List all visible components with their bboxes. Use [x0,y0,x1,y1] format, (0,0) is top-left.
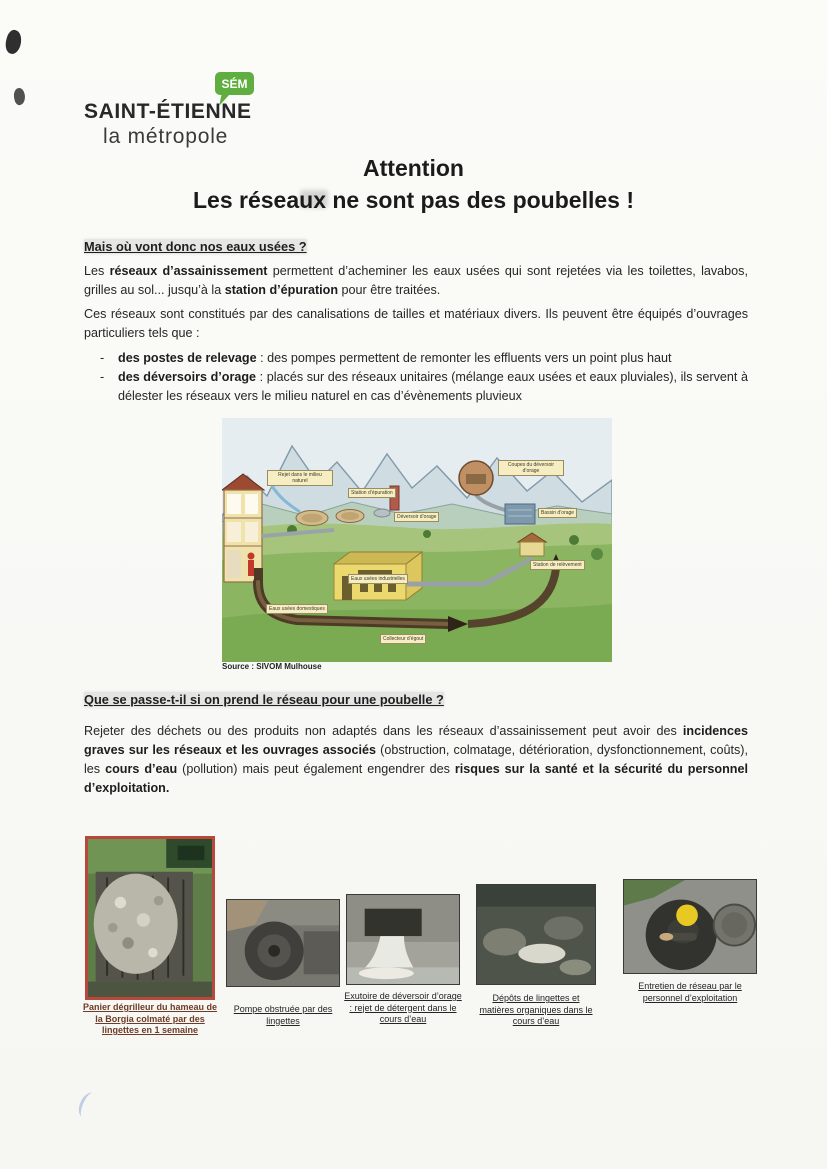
paragraph-1-text: pour être traitées. [338,283,441,297]
label-station-epuration: Station d’épuration [348,488,396,498]
bullet-bold: des déversoirs d’orage [118,370,257,384]
paragraph-2-text: Ces réseaux sont constitués par des canalisations de tailles et matériaux divers. Ils peuvent être équipés d’ouvrages particuliers tels que : [84,307,748,340]
sewage-network-illustration [222,418,612,662]
photo-depots-lingettes [476,884,596,985]
label-station-relevement: Station de relèvement [530,560,585,570]
paragraph-1-text: Les [84,264,110,278]
label-eaux-usees-domestiques: Eaux usées domestiques [266,604,328,614]
paragraph-1 [84,262,748,300]
logo-badge-text: SÉM [221,77,248,91]
caption-panier-degrilleur: Panier dégrilleur du hameau de la Borgia colmaté par des lingettes en 1 semaine [82,1002,218,1035]
label-rejet-milieu-naturel: Rejet dans le milieu naturel [267,470,333,486]
paragraph-1-text: permettent d’acheminer les eaux usées qui sont rejetées via les toilettes, lavabos, grilles au sol... jusqu’à la [84,264,748,297]
paragraph-3-bold: risques sur la santé et la sécurité du personnel d’exploitation. [84,762,748,795]
caption-exutoire-deversoir: Exutoire de déversoir d’orage : rejet de détergent dans le cours d’eau [344,991,462,1024]
logo-sem-badge-icon [212,70,256,108]
paragraph-3-text: Rejeter des déchets ou des produits non adaptés dans les réseaux d’assainissement peut avoir des [84,724,683,738]
pen-mark-artifact [75,1090,99,1120]
paragraph-3-text: (obstruction, colmatage, détérioration, dysfonctionnement, coûts), les [84,743,748,776]
bullet-text: : placés sur des réseaux unitaires (mélange eaux usées et eaux pluviales), ils servent à délester les réseaux vers le milieu naturel en cas d’évènements pluvieux [118,370,748,403]
paragraph-3 [84,722,748,798]
bullet-marker: - [100,351,105,365]
photo-exutoire-deversoir [346,894,460,985]
paragraph-3-text: (pollution) mais peut également engendrer des [177,762,455,776]
section2-heading-row [84,691,748,709]
bullet-marker: - [100,370,105,384]
paragraph-1-bold: réseaux d’assainissement [109,264,268,278]
bullet-list [84,349,748,406]
section1-heading-row [84,238,748,256]
section2-heading: Que se passe-t-il si on prend le réseau pour une poubelle ? [84,692,444,707]
caption-depots-lingettes: Dépôts de lingettes et matières organiques dans le cours d’eau [479,993,593,1026]
label-coupes-deversoir: Coupes du déversoir d’orage [498,460,564,476]
paragraph-2 [84,305,748,343]
label-bassin-orage: Bassin d’orage [538,508,577,518]
photo-panier-degrilleur [85,836,215,1000]
section1-heading: Mais où vont donc nos eaux usées ? [84,239,307,254]
logo-subtitle: la métropole [103,125,229,148]
logo-name: SAINT-ÉTIENNE [84,100,252,123]
illustration-source-note: Source : SIVOM Mulhouse [222,662,322,671]
photo-entretien-reseau [623,879,757,974]
title-line-1: Attention [363,155,464,181]
caption-pompe-obstruee: Pompe obstruée par des lingettes [233,1004,333,1026]
photo-pompe-obstruee [226,899,340,987]
document-title [0,155,827,214]
bullet-item-postes-relevage [84,349,748,368]
caption-entretien-reseau: Entretien de réseau par le personnel d’exploitation [638,981,742,1003]
bullet-bold: des postes de relevage [118,351,257,365]
illustration-art [222,418,612,662]
paragraph-1-bold: station d’épuration [224,283,339,297]
title-line-2: Les réseaux ne sont pas des poubelles ! [193,187,634,213]
label-eaux-usees-industrielles: Eaux usées industrielles [348,574,408,584]
label-deversoir-orage: Déversoir d’orage [394,512,439,522]
paragraph-3-bold: cours d’eau [105,762,178,776]
scan-artifact [13,87,27,106]
bullet-item-deversoirs-orage [84,368,748,406]
bullet-text: : des pompes permettent de remonter les effluents vers un point plus haut [256,351,672,365]
paragraph-3-bold: incidences graves sur les réseaux et les ouvrages associés [84,724,748,757]
scan-artifact [3,29,23,56]
label-collecteur-egout: Collecteur d’égout [380,634,426,644]
